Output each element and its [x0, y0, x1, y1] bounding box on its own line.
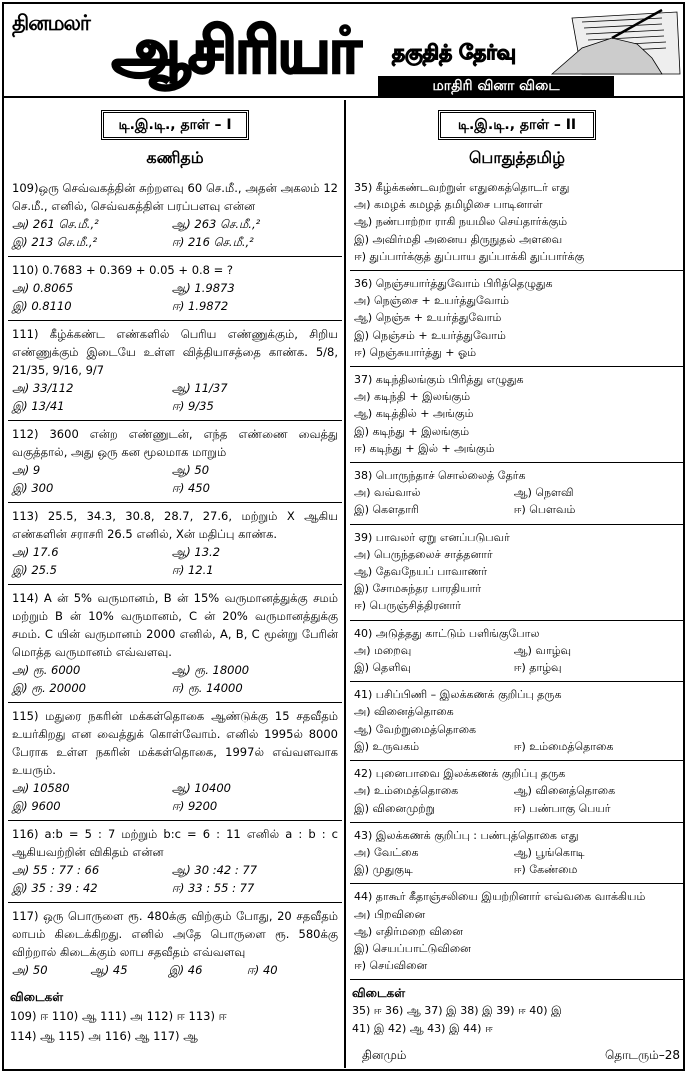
answer-option: ஈ) கேண்மை — [513, 863, 578, 877]
header-banner — [4, 4, 685, 98]
answer-option: ஆ) தேவநேயப் பாவாணர் — [354, 565, 488, 579]
answer-options — [12, 661, 338, 697]
question-block — [352, 367, 682, 462]
question-text: 113) 25.5, 34.3, 30.8, 28.7, 27.6, மற்றும் X ஆகிய எண்களின் சராசரி 26.5 எனில், Xன் மதிப்பு காண்க. — [12, 509, 338, 541]
answer-option: ஆ) 10400 — [171, 781, 232, 795]
question-block — [352, 271, 682, 366]
answers-title: விடைகள் — [352, 986, 406, 1001]
answer-option: இ) 46 — [168, 963, 203, 977]
answer-option: ஆ) நண்பாற்றா ராகி நயமில செய்தார்க்கும் — [354, 215, 568, 229]
answer-option: ஈ) உம்மைத்தொகை — [513, 739, 614, 753]
answer-option: அ) 10580 — [12, 781, 70, 795]
answers-line: 114) ஆ 115) அ 116) ஆ 117) ஆ — [10, 1029, 198, 1043]
question-text: 44) தாகூர் கீதாஞ்சலியை இயற்றினார் எவ்வகை வாக்கியம் — [354, 890, 646, 904]
answer-option: ஈ) தாழ்வு — [513, 661, 562, 675]
question-block — [352, 884, 682, 979]
paper-label-box: டி.இ.டி., தாள் – I — [101, 110, 249, 140]
answer-option: அ) கடிந்தி + இலங்கும் — [354, 390, 471, 404]
answer-option: ஆ) 50 — [171, 463, 210, 477]
answer-options — [12, 461, 338, 497]
answer-option: ஈ) பெருஞ்சித்திரனார் — [354, 599, 461, 613]
question-text: 41) பசிப்பிணி – இலக்கணக் குறிப்பு தருக — [354, 688, 562, 702]
answer-option: அ) வவ்வால் — [354, 486, 421, 500]
footer-right: தொடரும்–28 — [604, 1048, 680, 1062]
answer-options — [354, 546, 680, 615]
answer-option: அ) 50 — [12, 963, 48, 977]
question-block — [352, 525, 682, 620]
answer-option: ஈ) துப்பார்க்குத் துப்பாய துப்பாக்கி துப்பார்க்கு — [354, 249, 585, 263]
answer-option: அ) நெஞ்சை + உயர்த்துவோம் — [354, 294, 509, 308]
answer-option: ஆ) ரூ. 18000 — [171, 663, 250, 677]
question-text: 110) 0.7683 + 0.369 + 0.05 + 0.8 = ? — [12, 263, 234, 277]
answer-option: இ) உருவகம் — [354, 739, 420, 753]
answer-option: அ) பெருந்தலைச் சாத்தனார் — [354, 547, 493, 561]
answer-option: இ) நெஞ்சம் + உயர்த்துவோம் — [354, 328, 506, 342]
answers-list — [10, 1006, 340, 1046]
answers-line: 41) இ 42) ஆ 43) இ 44) ஈ — [352, 1021, 493, 1035]
question-block — [10, 585, 340, 702]
answer-option: ஆ) 13.2 — [171, 545, 221, 559]
question-block — [10, 503, 340, 584]
answers-list — [352, 1002, 682, 1036]
answer-option: இ) முதுகுடி — [354, 863, 413, 877]
question-block — [10, 821, 340, 902]
question-block — [10, 903, 340, 984]
answer-option: அ) 9 — [12, 463, 41, 477]
answer-option: இ) 213 செ.மீ.,² — [12, 235, 98, 249]
answer-option: இ) அவிர்மதி அனைய திருநுதல் அளவை — [354, 232, 563, 246]
footer-left: தினமும் — [362, 1048, 407, 1062]
answer-options — [12, 961, 338, 979]
answer-options — [354, 844, 680, 878]
answer-option: ஈ) பௌவம் — [513, 503, 576, 517]
answer-option: இ) தெளிவு — [354, 661, 411, 675]
answer-option: ஈ) 33 : 55 : 77 — [171, 881, 255, 895]
answers-separator — [350, 979, 684, 980]
answer-options — [12, 779, 338, 815]
answer-option: ஈ) 12.1 — [171, 563, 214, 577]
answer-option: ஈ) 9/35 — [171, 399, 214, 413]
question-block — [352, 621, 682, 682]
answer-option: ஆ) கடித்தில் + அங்கும் — [354, 407, 474, 421]
question-text: 35) கீழ்க்கண்டவற்றுள் எதுகைத்தொடர் எது — [354, 181, 570, 194]
left-column — [10, 100, 340, 1046]
answer-option: இ) சோமசுந்தர பாரதியார் — [354, 582, 482, 596]
answer-options — [354, 642, 680, 676]
answers-line: 35) ஈ 36) ஆ 37) இ 38) இ 39) ஈ 40) இ — [352, 1004, 562, 1018]
question-text: 40) அடுத்தது காட்டும் பளிங்குபோல — [354, 626, 540, 640]
answers-title: விடைகள் — [10, 990, 64, 1004]
page-title: ஆசிரியர் — [112, 14, 360, 87]
answer-option: இ) 9600 — [12, 799, 61, 813]
question-text: 43) இலக்கணக் குறிப்பு : பண்புத்தொகை எது — [354, 828, 579, 842]
question-list — [10, 175, 340, 984]
question-text: 37) கடிந்திலங்கும் பிரித்து எழுதுக — [354, 373, 524, 387]
answer-option: ஈ) பண்பாகு பெயர் — [513, 801, 611, 815]
answer-option: அ) பிறவினை — [354, 907, 426, 921]
answer-option: ஆ) வேற்றுமைத்தொகை — [354, 722, 477, 736]
answer-option: இ) 35 : 39 : 42 — [12, 881, 98, 895]
writing-hand-illustration — [512, 8, 684, 76]
logo-text: தினமலர் — [12, 10, 90, 35]
answer-option: ஆ) 45 — [90, 963, 128, 977]
answer-option: அ) 17.6 — [12, 545, 59, 559]
question-text: 42) புனைபாவை இலக்கணக் குறிப்பு தருக — [354, 767, 566, 781]
question-block — [10, 321, 340, 420]
answer-options — [12, 279, 338, 315]
answer-option: ஆ) எதிர்மறை வினை — [354, 924, 463, 938]
answer-option: ஈ) 1.9872 — [171, 299, 229, 313]
answer-option: இ) கௌதாரி — [354, 503, 419, 517]
answer-option: ஆ) 30 :42 : 77 — [171, 863, 258, 877]
answer-option: ஈ) 40 — [246, 963, 278, 977]
answer-option: இ) செயப்பாட்டுவினை — [354, 941, 471, 955]
answer-options — [354, 782, 680, 816]
answer-option: அ) 33/112 — [12, 381, 74, 395]
question-block — [10, 703, 340, 820]
answer-option: இ) ரூ. 20000 — [12, 681, 87, 695]
answer-option: இ) வினைமுற்று — [354, 801, 435, 815]
question-text: 117) ஒரு பொருளை ரூ. 480க்கு விற்கும் போது, 20 சதவீதம் லாபம் கிடைக்கிறது. எனில் அதே பொருளை ரூ. 580க்கு விற்றால் கிடைக்கும் லாப சதவீதம் எவ்வளவு — [12, 909, 338, 959]
subject-title: கணிதம் — [146, 148, 204, 167]
question-list — [352, 175, 682, 979]
answer-option: ஈ) செய்வினை — [354, 959, 428, 973]
answers-line: 109) ஈ 110) ஆ 111) அ 112) ஈ 113) ஈ — [10, 1009, 227, 1023]
answer-option: ஈ) ரூ. 14000 — [171, 681, 243, 695]
answer-option: அ) வேட்கை — [354, 845, 419, 859]
answer-option: அ) கமழக் கமழத் தமிழிசை பாடினாள் — [354, 198, 543, 212]
answer-option: ஆ) 263 செ.மீ.,² — [171, 217, 261, 231]
answer-options — [12, 379, 338, 415]
question-text: 111) கீழ்க்கண்ட எண்களில் பெரிய எண்ணுக்கும், சிறிய எண்ணுக்கும் இடையே உள்ள வித்தியாசத்தை காண்க. 5/8, 21/35, 9/16, 9/7 — [12, 327, 338, 377]
question-block — [10, 175, 340, 256]
answer-option: ஆ) 1.9873 — [171, 281, 235, 295]
question-text: 36) நெஞ்சயார்த்துவோம் பிரித்தெழுதுக — [354, 277, 553, 291]
answer-options — [354, 906, 680, 975]
answer-option: அ) மறைவு — [354, 643, 412, 657]
answer-options — [354, 292, 680, 361]
question-block — [352, 682, 682, 760]
answer-option: ஆ) நெஞ்சு + உயர்த்துவோம் — [354, 311, 502, 325]
answer-option: அ) ரூ. 6000 — [12, 663, 81, 677]
column-divider — [344, 100, 346, 1068]
subject-title: பொதுத்தமிழ் — [468, 148, 566, 167]
answer-option: அ) உம்மைத்தொகை — [354, 784, 459, 798]
question-text: 116) a:b = 5 : 7 மற்றும் b:c = 6 : 11 எனில் a : b : c ஆகியவற்றின் விகிதம் என்ன — [12, 827, 338, 859]
question-text: 38) பொருந்தாச் சொல்லைத் தேர்க — [354, 469, 526, 483]
question-text: 112) 3600 என்ற எண்ணுடன், எந்த எண்ணை வைத்து வகுத்தால், அது ஒரு கன மூலமாக மாறும் — [12, 427, 338, 459]
right-column — [352, 100, 682, 1037]
question-text: 114) A ன் 5% வருமானம், B ன் 15% வருமானத்துக்கு சமம் மற்றும் B ன் 10% வருமானம், C ன் 20% வருமானத்துக்கு சமம். C யின் வருமானம் 2000 எனில், A, B, C மூன்று பேரின் மொத்த வருமானம் எவ்வளவு. — [12, 591, 338, 659]
answer-option: அ) வினைத்தொகை — [354, 705, 454, 719]
answer-option: இ) 300 — [12, 481, 54, 495]
answer-option: ஆ) வாழ்வு — [513, 643, 572, 657]
question-block — [352, 175, 682, 270]
sub-title-banner: மாதிரி வினா விடை — [378, 76, 614, 96]
question-block — [352, 761, 682, 822]
answer-option: அ) 261 செ.மீ.,² — [12, 217, 99, 231]
answer-option: ஈ) 216 செ.மீ.,² — [171, 235, 254, 249]
question-text: 39) பாவலர் ஏறு எனப்படுபவர் — [354, 530, 510, 544]
question-block — [10, 421, 340, 502]
answer-options — [354, 703, 680, 755]
answer-option: ஆ) பூங்கொடி — [513, 845, 585, 859]
answer-option: அ) 0.8065 — [12, 281, 74, 295]
question-block — [10, 257, 340, 320]
question-text: 109)ஒரு செவ்வகத்தின் சுற்றளவு 60 செ.மீ., அதன் அகலம் 12 செ.மீ., எனில், செவ்வகத்தின் பரப்பளவு என்ன — [12, 181, 338, 213]
paper-label-box: டி.இ.டி., தாள் – II — [438, 110, 596, 140]
answer-option: ஈ) 9200 — [171, 799, 218, 813]
question-text: 115) மதுரை நகரின் மக்கள்தொகை ஆண்டுக்கு 15 சதவீதம் உயர்கிறது என வைத்துக் கொள்வோம். எனில் 1995ல் 8000 பேராக உள்ள நகரின் மக்கள்தொகை, 1997ல் எவ்வளவாக உயரும். — [12, 709, 338, 777]
answer-option: ஈ) நெஞ்சுயார்த்து + ஓம் — [354, 345, 477, 359]
answer-options — [354, 196, 680, 265]
answer-option: ஈ) 450 — [171, 481, 210, 495]
answer-options — [12, 861, 338, 897]
answer-option: இ) 25.5 — [12, 563, 57, 577]
exam-name: தகுதித் தேர்வு — [392, 40, 516, 64]
answer-options — [12, 543, 338, 579]
answer-option: இ) கடிந்து + இலங்கும் — [354, 424, 470, 438]
answer-option: இ) 0.8110 — [12, 299, 72, 313]
answer-option: ஆ) நௌவி — [513, 486, 574, 500]
answer-option: இ) 13/41 — [12, 399, 65, 413]
answer-option: ஆ) 11/37 — [171, 381, 228, 395]
answer-options — [12, 215, 338, 251]
answer-option: அ) 55 : 77 : 66 — [12, 863, 100, 877]
answer-option: ஆ) வினைத்தொகை — [513, 784, 616, 798]
answer-options — [354, 484, 680, 518]
answer-options — [354, 388, 680, 457]
question-block — [352, 463, 682, 524]
question-block — [352, 823, 682, 884]
answer-option: ஈ) கடிந்து + இல் + அங்கும் — [354, 441, 495, 455]
newspaper-logo — [12, 10, 90, 38]
